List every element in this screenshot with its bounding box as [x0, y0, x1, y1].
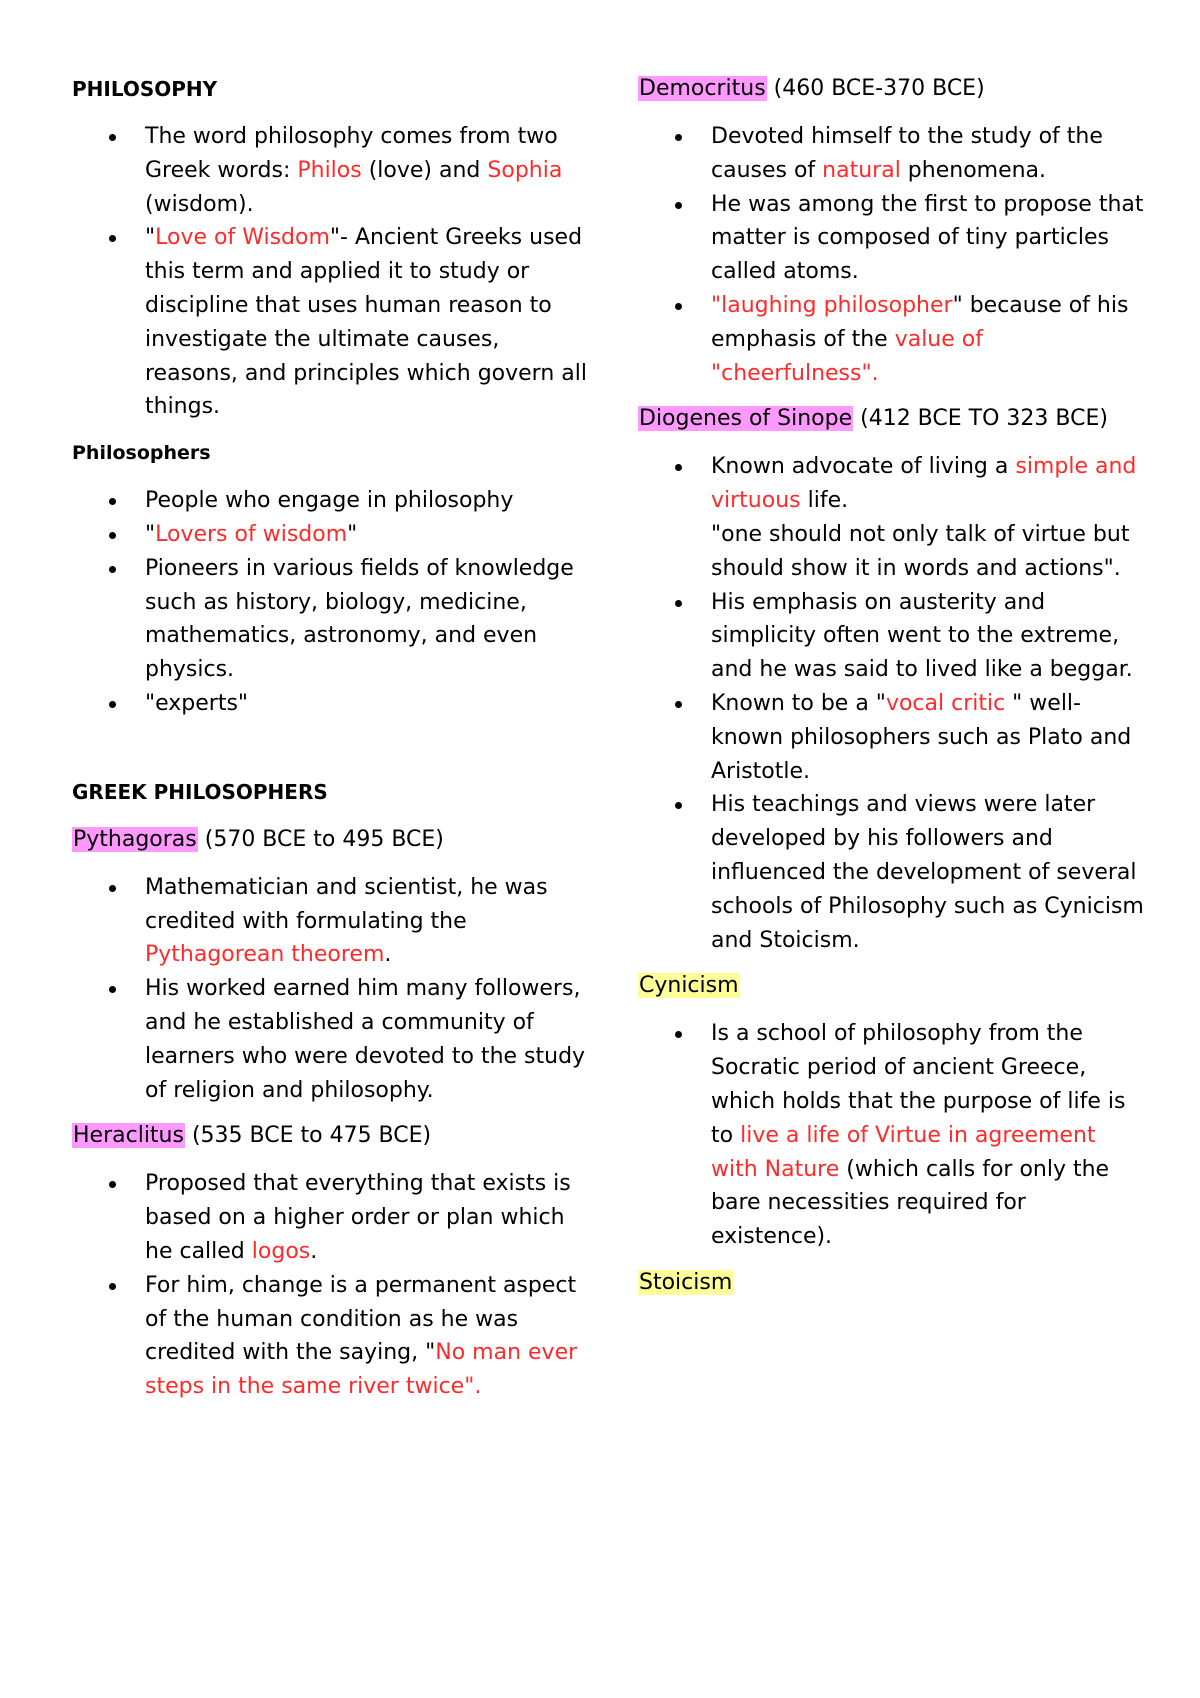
heraclitus-dates: (535 BCE to 475 BCE)	[184, 1123, 432, 1149]
highlight-text: simple and virtuous	[711, 454, 1137, 514]
list-item	[638, 289, 1146, 390]
diogenes-title	[638, 402, 1146, 436]
list-item: People who engage in philosophy	[72, 484, 592, 518]
text: "- Ancient Greeks used this term and applied it to study or discipline that uses human reason to investigate the ultimate causes, reasons, and principles which govern all things.	[145, 225, 587, 420]
highlight-text: Love of Wisdom	[155, 225, 330, 251]
text: Is a school of philosophy from the Socratic period of ancient Greece, which holds that the purpose of life is to	[711, 1021, 1126, 1148]
stoicism-title	[638, 1266, 1146, 1300]
highlight-text: Lovers of wisdom	[155, 521, 348, 547]
list-item	[638, 120, 1146, 188]
list-item: Pioneers in various fields of knowledge such as history, biology, medicine, mathematics, astronomy, and even physics.	[72, 552, 592, 687]
democritus-dates: (460 BCE-370 BCE)	[766, 76, 985, 101]
highlight-text: value of "cheerfulness".	[711, 326, 983, 386]
list-item	[72, 1269, 592, 1404]
highlight-text: Sophia	[487, 157, 563, 183]
cynicism-name: Cynicism	[639, 973, 739, 999]
text: Known to be a "	[711, 690, 886, 716]
text: Mathematician and scientist, he was credited with formulating the	[145, 874, 548, 934]
list-item	[638, 1017, 1146, 1254]
greek-philosophers-heading: GREEK PHILOSOPHERS	[72, 779, 328, 804]
highlight-text: "laughing philosopher	[711, 292, 953, 318]
list-item: His teachings and views were later developed by his followers and influenced the development of several schools of Philosophy such as Cynicism and Stoicism.	[638, 788, 1146, 957]
text: "	[347, 521, 358, 547]
text: phenomena.	[900, 157, 1047, 183]
text: "	[145, 521, 156, 547]
highlight-text: No man ever steps in the same river twice".	[145, 1340, 578, 1400]
text: " because of his emphasis of the	[711, 292, 1129, 352]
text: (wisdom).	[145, 191, 254, 217]
list-item	[638, 450, 1146, 585]
diogenes-list	[638, 450, 1146, 957]
quote-text: "one should not only talk of virtue but should show it in words and actions".	[711, 521, 1130, 581]
cynicism-list	[638, 1017, 1146, 1254]
text: Devoted himself to the study of the causes of	[711, 124, 1103, 183]
list-item	[72, 518, 592, 552]
heraclitus-list	[72, 1167, 592, 1404]
pythagoras-dates: (570 BCE to 495 BCE)	[197, 826, 444, 852]
text: .	[384, 942, 392, 968]
philosophers-list	[72, 484, 592, 721]
list-item: His emphasis on austerity and simplicity often went to the extreme, and he was said to lived like a beggar.	[638, 586, 1146, 687]
text: Proposed that everything that exists is based on a higher order or plan which he called	[145, 1171, 571, 1264]
list-item	[72, 1167, 592, 1268]
text: The word philosophy comes from two Greek words:	[145, 124, 558, 183]
list-item: His worked earned him many followers, and he established a community of learners who were devoted to the study of religion and philosophy.	[72, 972, 592, 1107]
cynicism-title	[638, 969, 1146, 1003]
list-item	[72, 221, 592, 424]
text: life.	[800, 488, 849, 514]
highlight-text: vocal critic	[885, 690, 1006, 716]
list-item	[72, 871, 592, 972]
pythagoras-list	[72, 871, 592, 1108]
democritus-title	[638, 72, 1146, 106]
spacer	[72, 733, 592, 775]
text: .	[310, 1238, 318, 1264]
list-item: He was among the first to propose that matter is composed of tiny particles called atoms.	[638, 188, 1146, 289]
diogenes-name: Diogenes of Sinope	[639, 406, 853, 432]
highlight-text: live a life of Virtue in agreement with Nature	[711, 1122, 1096, 1182]
right-column	[638, 72, 1146, 1314]
stoicism-name: Stoicism	[639, 1269, 733, 1295]
diogenes-dates: (412 BCE TO 323 BCE)	[853, 406, 1108, 432]
list-item	[72, 120, 592, 221]
text: "	[145, 225, 156, 251]
highlight-text: natural	[822, 157, 901, 183]
list-item	[638, 687, 1146, 788]
text: Known advocate of living a	[711, 454, 1016, 480]
highlight-text: logos	[251, 1238, 311, 1264]
text: For him, change is a permanent aspect of the human condition as he was credited with the saying, "	[145, 1272, 577, 1366]
democritus-name: Democritus	[639, 76, 766, 101]
text: (which calls for only the bare necessities required for existence).	[711, 1156, 1110, 1250]
philosophy-list	[72, 120, 592, 424]
highlight-text: Philos	[297, 157, 362, 183]
text: " well-known philosophers such as Plato and Aristotle.	[711, 690, 1132, 784]
pythagoras-title	[72, 823, 592, 857]
highlight-text: Pythagorean theorem	[145, 942, 385, 968]
list-item: "experts"	[72, 687, 592, 721]
philosophy-heading: PHILOSOPHY	[72, 77, 218, 101]
left-column	[72, 72, 592, 1416]
heraclitus-title	[72, 1119, 592, 1153]
philosophers-heading: Philosophers	[72, 442, 211, 465]
democritus-list	[638, 120, 1146, 390]
text: (love) and	[361, 157, 488, 183]
heraclitus-name: Heraclitus	[73, 1123, 184, 1149]
pythagoras-name: Pythagoras	[73, 826, 197, 852]
